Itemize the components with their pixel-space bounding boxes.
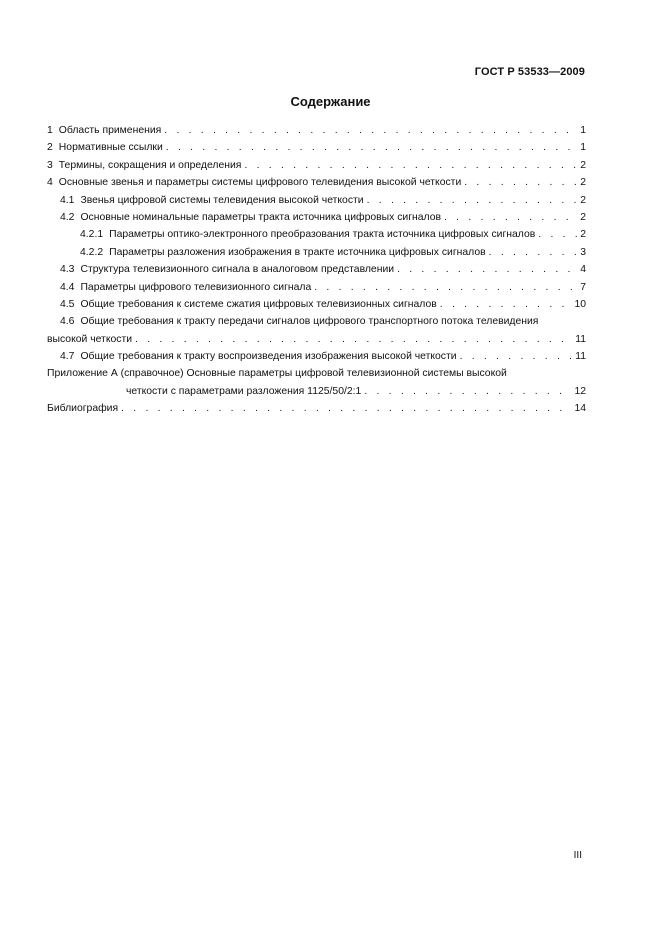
dot-leader — [489, 244, 578, 261]
toc-entry-page: 2 — [580, 159, 586, 171]
toc-entry-page: 2 — [580, 194, 586, 206]
toc-entry[interactable] — [47, 279, 586, 296]
toc-entry-page: 2 — [580, 229, 586, 241]
toc-entry[interactable] — [47, 226, 586, 243]
dot-leader — [135, 331, 572, 348]
toc-entry-page: 1 — [580, 125, 586, 136]
toc-entry[interactable] — [47, 296, 586, 313]
toc-entry-title: Термины, сокращения и определения — [58, 159, 242, 171]
dot-leader — [367, 192, 578, 209]
toc-entry-number: 4.2.1 — [80, 229, 104, 241]
dot-leader — [464, 174, 577, 191]
toc-entry-title: Общие требования к системе сжатия цифровых телевизионных сигналов — [80, 298, 437, 310]
toc-entry-page: 11 — [575, 333, 586, 345]
dot-leader — [164, 122, 577, 139]
toc-entry-number: 4 — [47, 177, 53, 189]
toc-entry-appendix[interactable] — [47, 365, 586, 382]
dot-leader — [166, 139, 577, 156]
document-code: ГОСТ Р 53533—2009 — [474, 66, 585, 78]
toc-entry[interactable] — [47, 313, 586, 330]
toc-entry-title-continuation: высокой четкости — [47, 333, 133, 345]
toc-entry-title: Библиография — [47, 403, 119, 415]
toc-entry-number: 2 — [47, 142, 53, 154]
toc-entry-number: 4.7 — [60, 351, 75, 363]
toc-entry-number: 3 — [47, 159, 53, 171]
toc-entry-number: 4.1 — [60, 194, 75, 206]
page-number: III — [573, 850, 582, 861]
toc-entry-number: 4.3 — [60, 264, 75, 276]
toc-entry[interactable] — [47, 174, 586, 191]
toc-entry-title: Приложение А (справочное) Основные параметры цифровой телевизионной системы высокой — [47, 368, 507, 380]
toc-entry[interactable] — [47, 348, 586, 365]
toc-entry-page: 12 — [574, 385, 586, 397]
toc-entry-page: 11 — [575, 351, 586, 363]
toc-entry-page: 3 — [580, 246, 586, 258]
toc-entry-page: 2 — [580, 211, 586, 223]
toc-entry-title: Общие требования к тракту воспроизведения изображения высокой четкости — [80, 351, 457, 363]
toc-entry-number: 4.5 — [60, 298, 75, 310]
toc-entry-number: 1 — [47, 125, 53, 136]
page-title: Содержание — [290, 94, 371, 109]
toc-entry-bibliography[interactable] — [47, 400, 586, 417]
toc-entry[interactable] — [47, 209, 586, 226]
toc-entry[interactable] — [47, 139, 586, 156]
toc-entry-title: Область применения — [58, 125, 162, 136]
toc-entry-title: Нормативные ссылки — [58, 142, 163, 154]
toc-entry-continuation[interactable] — [47, 331, 586, 348]
table-of-contents — [47, 122, 586, 418]
dot-leader — [364, 383, 571, 400]
dot-leader — [121, 400, 571, 417]
toc-entry-number: 4.2.2 — [80, 246, 104, 258]
toc-entry-number: 4.2 — [60, 211, 75, 223]
toc-entry[interactable] — [47, 192, 586, 209]
dot-leader — [244, 157, 577, 174]
toc-entry-page: 14 — [574, 403, 586, 415]
toc-entry-number: 4.4 — [60, 281, 75, 293]
toc-entry-title-continuation: четкости с параметрами разложения 1125/50/2:1 — [126, 385, 362, 397]
toc-entry-title: Основные звенья и параметры системы цифрового телевидения высокой четкости — [58, 177, 462, 189]
toc-entry-title: Параметры оптико-электронного преобразования тракта источника цифровых сигналов — [109, 229, 536, 241]
toc-entry[interactable] — [47, 261, 586, 278]
dot-leader — [460, 348, 573, 365]
toc-entry-title: Параметры разложения изображения в тракте источника цифровых сигналов — [109, 246, 486, 258]
toc-entry-title: Основные номинальные параметры тракта источника цифровых сигналов — [80, 211, 441, 223]
toc-entry-page: 2 — [580, 177, 586, 189]
dot-leader — [397, 261, 577, 278]
dot-leader — [538, 226, 577, 243]
toc-entry[interactable] — [47, 122, 586, 139]
dot-leader — [440, 296, 572, 313]
toc-entry[interactable] — [47, 244, 586, 261]
dot-leader — [444, 209, 577, 226]
dot-leader — [314, 279, 577, 296]
toc-entry-continuation[interactable] — [47, 383, 586, 400]
toc-entry-page: 1 — [580, 142, 586, 154]
toc-entry-page: 7 — [580, 281, 586, 293]
toc-entry-number: 4.6 — [60, 316, 75, 328]
toc-entry-title: Параметры цифрового телевизионного сигнала — [80, 281, 312, 293]
toc-entry[interactable] — [47, 157, 586, 174]
toc-entry-page: 10 — [574, 298, 586, 310]
toc-entry-title: Общие требования к тракту передачи сигналов цифрового транспортного потока телевидения — [80, 316, 539, 328]
toc-entry-title: Структура телевизионного сигнала в аналоговом представлении — [80, 264, 395, 276]
toc-entry-page: 4 — [580, 264, 586, 276]
toc-entry-title: Звенья цифровой системы телевидения высокой четкости — [80, 194, 364, 206]
